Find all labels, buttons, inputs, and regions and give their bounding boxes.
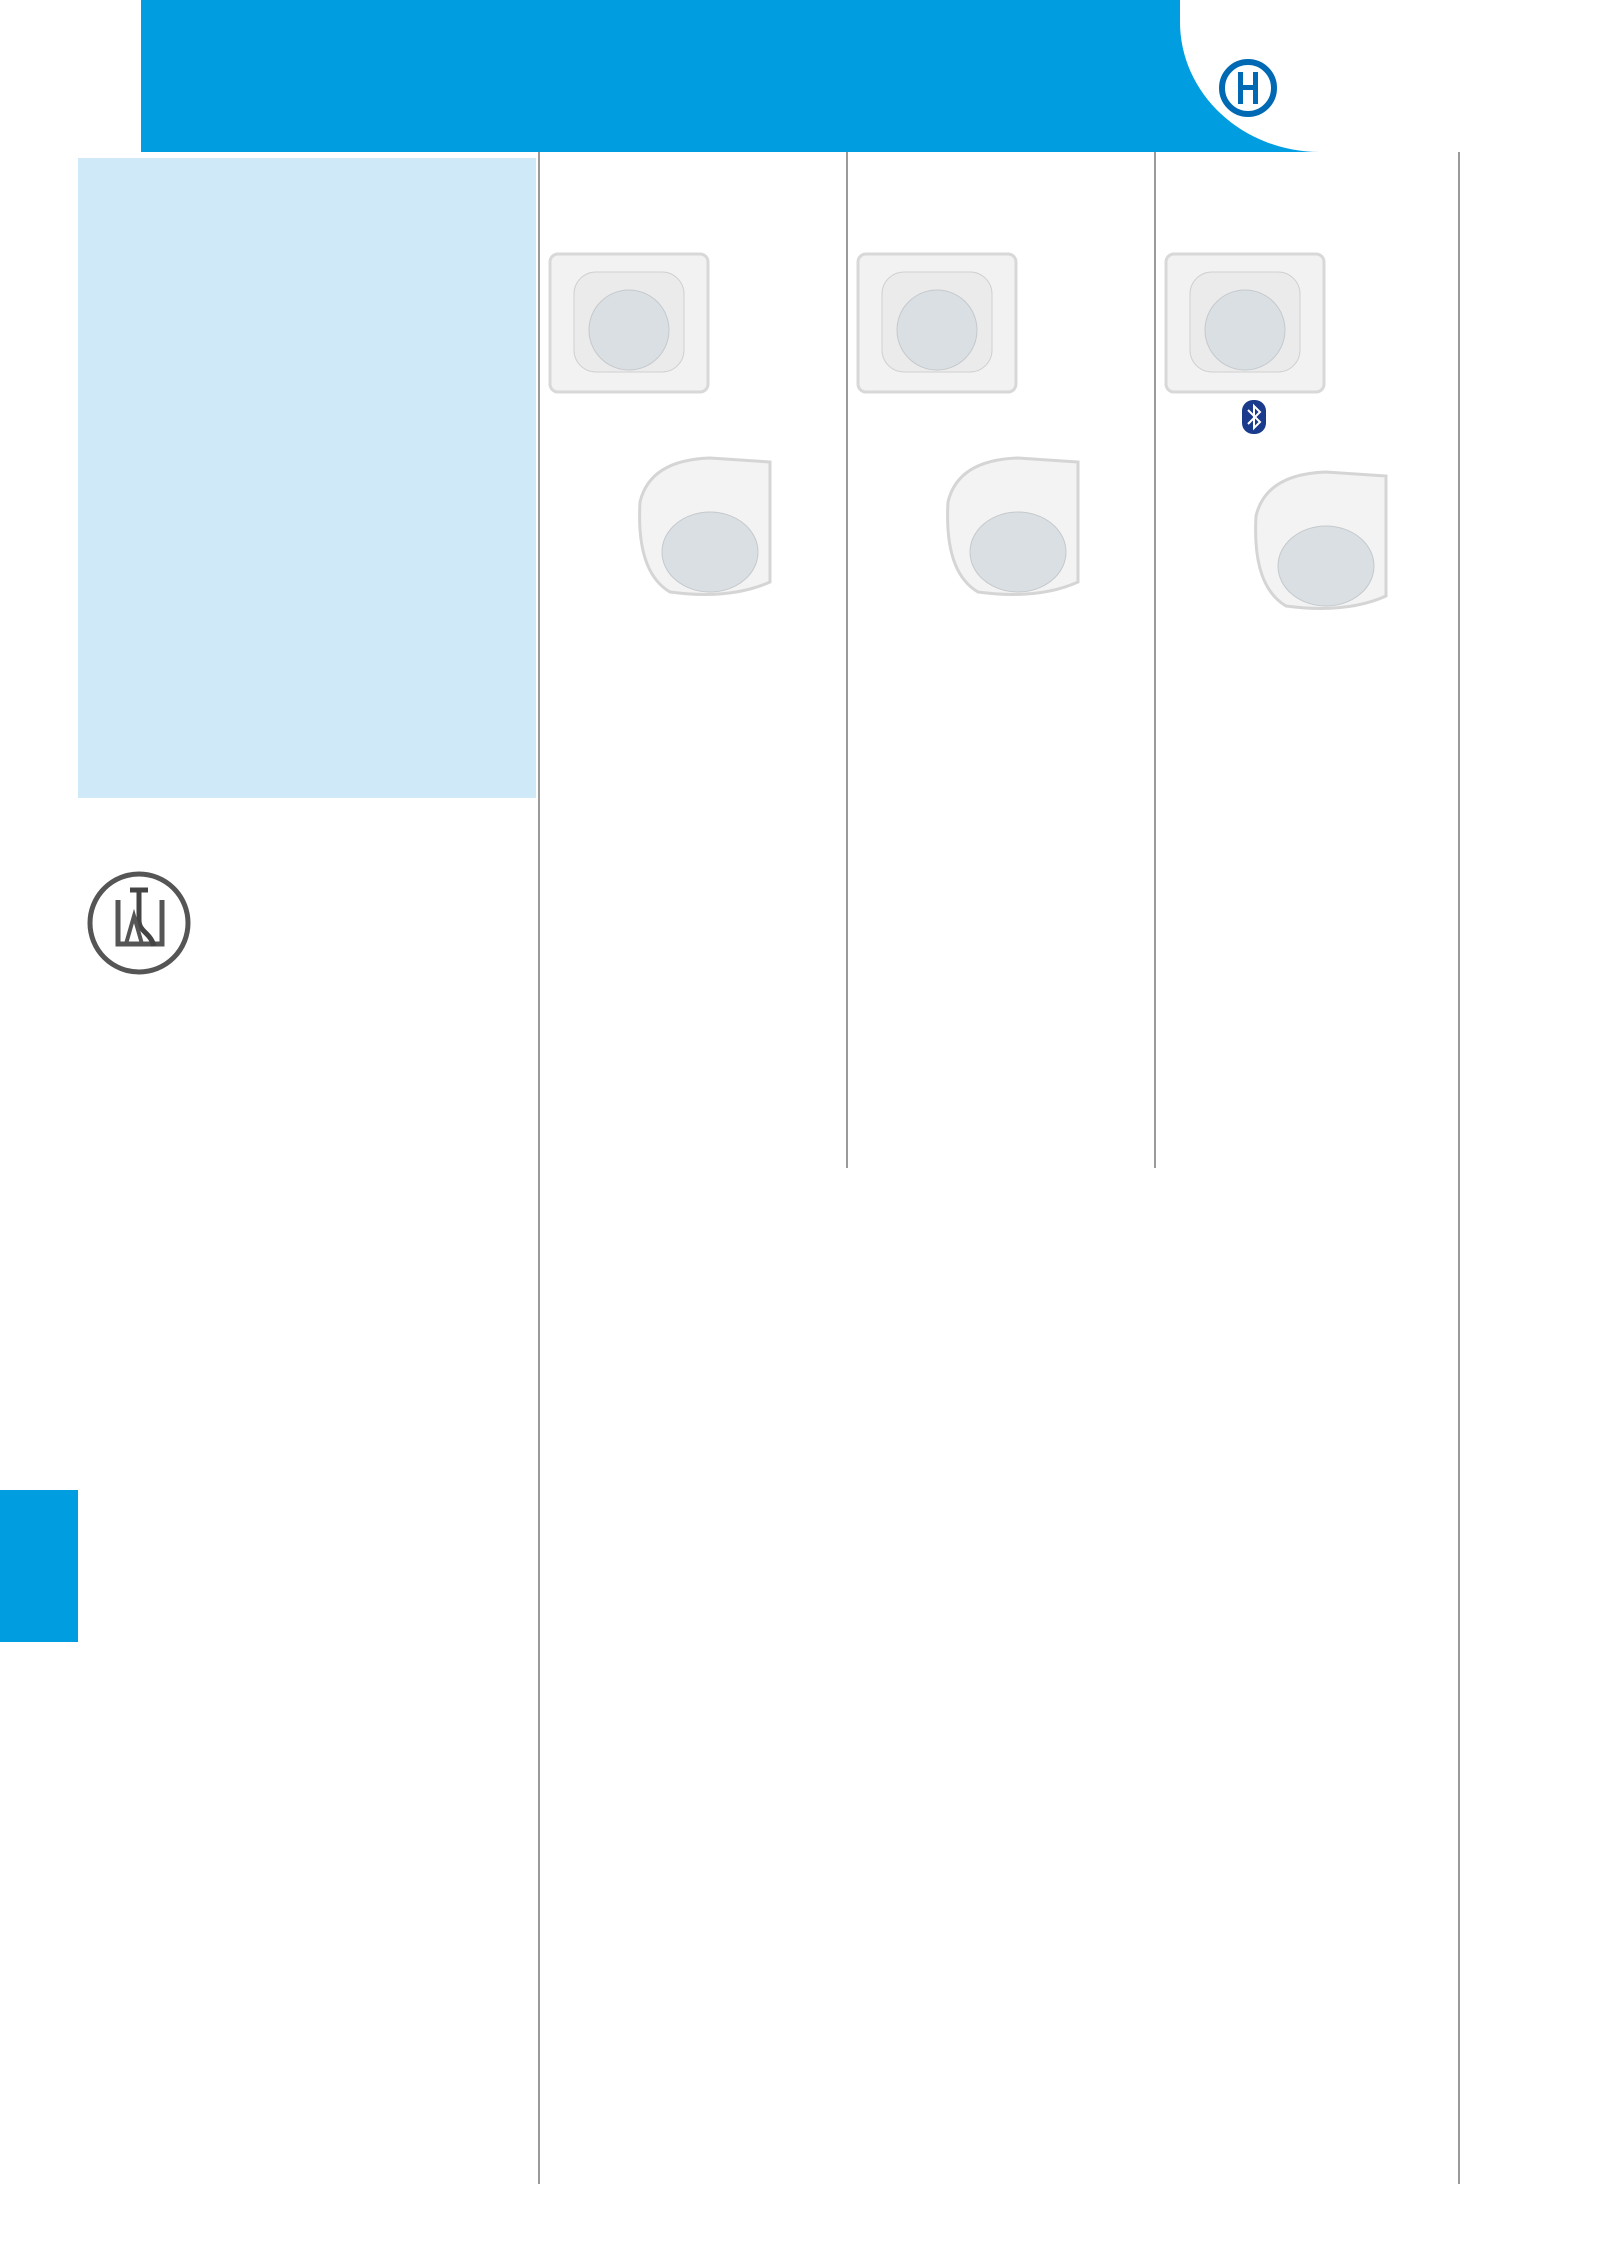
features-panel [78, 158, 536, 798]
approvals-row [78, 2140, 1458, 2180]
bluetooth-badge [1242, 400, 1270, 434]
sensor-angled-image [630, 452, 776, 604]
column-divider [1154, 152, 1156, 1168]
series-tab [0, 0, 141, 152]
bluetooth-icon [1242, 400, 1266, 434]
sensor-flat-image [854, 250, 1020, 396]
column-divider [1458, 152, 1460, 2184]
push-in-terminal-icon [86, 870, 192, 976]
finder-logo [1218, 58, 1286, 118]
sensor-flat-image [546, 250, 712, 396]
column-divider [846, 152, 848, 1168]
sensor-angled-image [938, 452, 1084, 604]
sensor-angled-image [1246, 466, 1392, 618]
section-tab-j [0, 1490, 78, 1642]
column-divider [538, 152, 540, 2184]
sensor-flat-image [1162, 250, 1328, 396]
finder-logo-icon [1218, 58, 1278, 118]
